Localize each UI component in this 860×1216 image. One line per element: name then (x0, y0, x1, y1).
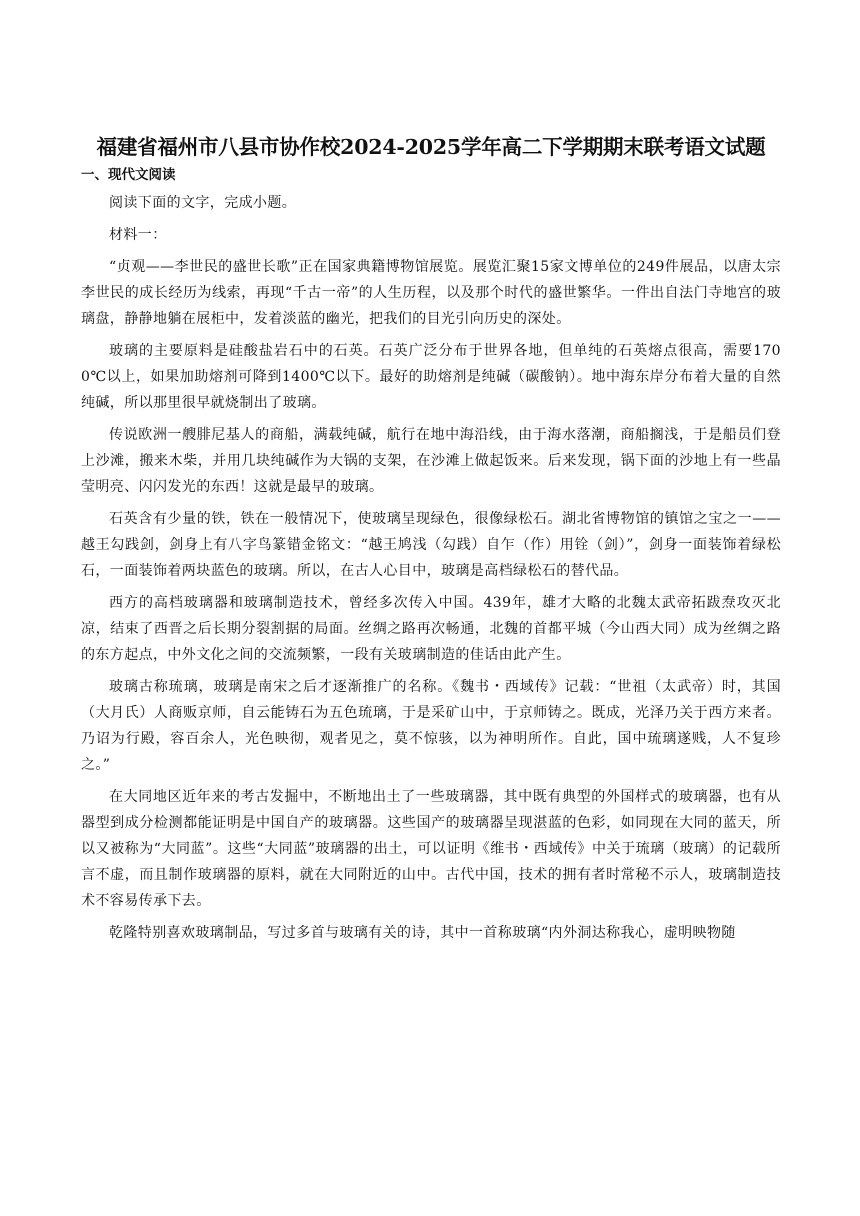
paragraph-4: 石英含有少量的铁，铁在一般情况下，使玻璃呈现绿色，很像绿松石。湖北省博物馆的镇馆之宝之一——越王勾践剑，剑身上有八字鸟篆错金铭文：“越王鸠浅（勾践）自乍（作）用铨（剑）”，剑身一面装饰着绿松石，一面装饰着两块蓝色的玻璃。所以，在古人心目中，玻璃是高档绿松石的替代品。 (81, 511, 781, 579)
document-page (81, 130, 781, 952)
paragraph-6: 玻璃古称琉璃，玻璃是南宋之后才逐渐推广的名称。《魏书・西域传》记载：“世祖（太武帝）时，其国（大月氏）人商贩京师，自云能铸石为五色琉璃，于是采矿山中，于京师铸之。既成，光泽乃关于西方来者。乃诏为行殿，容百余人，光色映彻，观者见之，莫不惊骇，以为神明所作。自此，国中琉璃遂贱，人不复珍之。” (81, 679, 781, 773)
material-label: 材料一： (109, 227, 167, 243)
document-title: 福建省福州市八县市协作校2024-2025学年高二下学期期末联考语文试题 (96, 135, 766, 159)
paragraph-8: 乾隆特别喜欢玻璃制品，写过多首与玻璃有关的诗，其中一首称玻璃“内外洞达称我心，虚明映物随 (109, 925, 736, 941)
paragraph-7: 在大同地区近年来的考古发掘中，不断地出土了一些玻璃器，其中既有典型的外国样式的玻璃器，也有从器型到成分检测都能证明是中国自产的玻璃器。这些国产的玻璃器呈现湛蓝的色彩，如同现在大同的蓝天，所以又被称为“大同蓝”。这些“大同蓝”玻璃器的出土，可以证明《维书・西域传》中关于琉璃（玻璃）的记载所言不虚，而且制作玻璃器的原料，就在大同附近的山中。古代中国，技术的拥有者时常秘不示人，玻璃制造技术不容易传承下去。 (81, 789, 781, 909)
instruction-text: 阅读下面的文字，完成小题。 (109, 195, 297, 211)
section-heading: 一、现代文阅读 (81, 167, 176, 183)
paragraph-5: 西方的高档玻璃器和玻璃制造技术，曾经多次传入中国。439年，雄才大略的北魏太武帝拓跋焘攻灭北凉，结束了西晋之后长期分裂割据的局面。丝绸之路再次畅通，北魏的首都平城（今山西大同）成为丝绸之路的东方起点，中外文化之间的交流频繁，一段有关玻璃制造的佳话由此产生。 (81, 595, 781, 663)
paragraph-2: 玻璃的主要原料是硅酸盐岩石中的石英。石英广泛分布于世界各地，但单纯的石英熔点很高，需要1700℃以上，如果加助熔剂可降到1400℃以下。最好的助熔剂是纯碱（碳酸钠）。地中海东岸分布着大量的自然纯碱，所以那里很早就烧制出了玻璃。 (81, 343, 781, 411)
paragraph-1: “贞观——李世民的盛世长歌”正在国家典籍博物馆展览。展览汇聚15家文博单位的249件展品，以唐太宗李世民的成长经历为线索，再现“千古一帝”的人生历程，以及那个时代的盛世繁华。一件出自法门寺地宫的玻璃盘，静静地躺在展柜中，发着淡蓝的幽光，把我们的目光引向历史的深处。 (81, 259, 781, 327)
paragraph-3: 传说欧洲一艘腓尼基人的商船，满载纯碱，航行在地中海沿线，由于海水落潮，商船搁浅，于是船员们登上沙滩，搬来木柴，并用几块纯碱作为大锅的支架，在沙滩上做起饭来。后来发现，锅下面的沙地上有一些晶莹明亮、闪闪发光的东西！这就是最早的玻璃。 (81, 427, 781, 495)
